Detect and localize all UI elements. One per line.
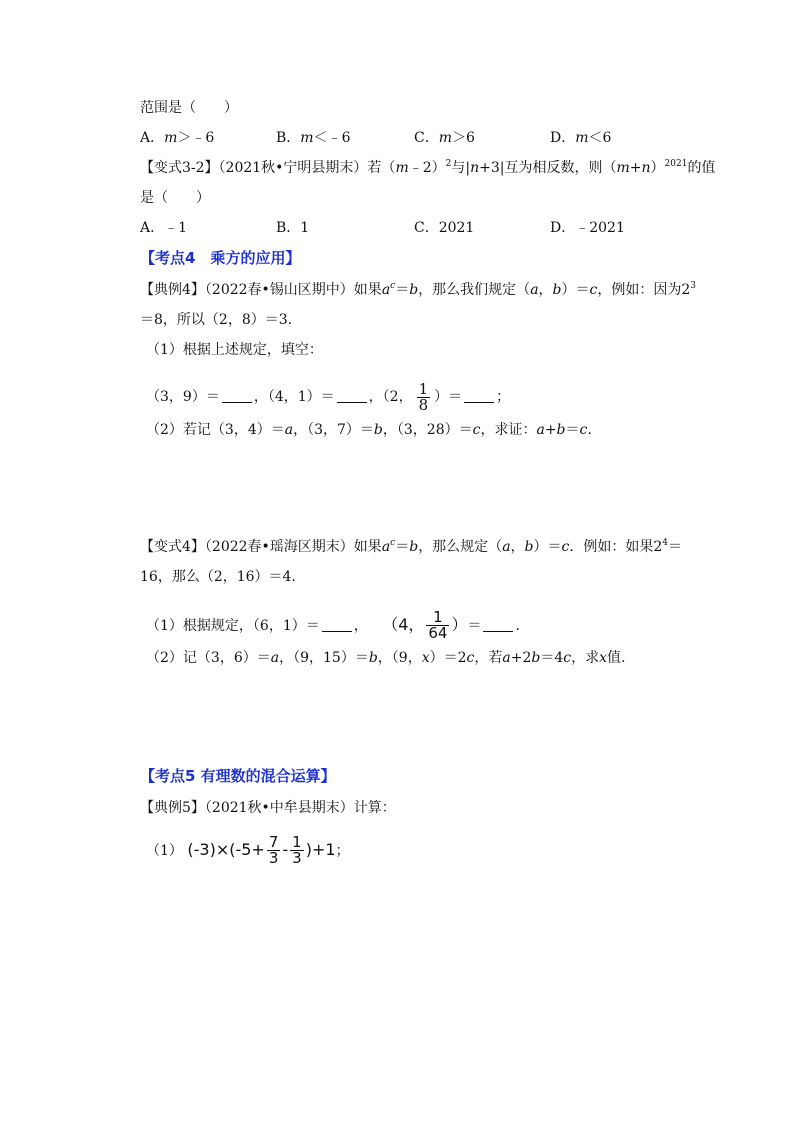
answer-blank[interactable] — [337, 388, 367, 403]
answer-blank[interactable] — [222, 388, 252, 403]
option-c: C．2021 — [414, 220, 475, 236]
example-4-fill-blanks: （3，9）＝ ，（4，1）＝ ，（2， $\frac{1}{8}$ ）＝ ； — [146, 379, 511, 414]
section-heading-5: 【考点5 有理数的混合运算】 — [140, 767, 336, 785]
math-expression: (-3)×(-5+ $\frac{7}{3}$ - $\frac{1}{3}$ )+1 — [187, 833, 336, 867]
fraction: $\frac{1}{64}$ — [428, 608, 448, 642]
example-5-part1: （1） (-3)×(-5+ $\frac{7}{3}$ - $\frac{1}{3}$ )+1； — [146, 833, 350, 867]
option-d: D．m＜6 — [550, 130, 612, 146]
variant-4-statement: 【变式4】（2022春•瑶海区期末）如果$a^c=b$，那么规定（a，b）＝c．例如：如果$2^4=$ — [140, 538, 683, 555]
example-4-part1: （1）根据上述规定，填空： — [146, 342, 323, 358]
option-c: C．m＞6 — [414, 130, 475, 146]
example-5-statement: 【典例5】（2021秋•中牟县期末）计算： — [140, 800, 396, 816]
option-b: B．m＜﹣6 — [276, 130, 351, 146]
question-line: 是（ ） — [140, 190, 210, 206]
option-a: A．﹣1 — [140, 220, 188, 236]
variant-4-part1: （1）根据规定，（6，1）＝ ， （4， $\frac{1}{64}$ ）＝ . — [146, 608, 520, 642]
variant-4-part2: （2）记（3，6）＝a，（9，15）＝b，（9，x）＝2c，若a+2b＝4c，求x值. — [146, 650, 626, 666]
answer-blank[interactable] — [464, 388, 494, 403]
fraction: $\frac{1}{8}$ — [418, 379, 429, 414]
option-b: B．1 — [276, 220, 310, 236]
section-heading-4: 【考点4 乘方的应用】 — [140, 249, 301, 267]
example-4-statement: 【典例4】（2022春•锡山区期中）如果$a^c=b$，那么我们规定（a，b）＝c，例如：因为$2^3$ — [140, 281, 697, 298]
fraction: $\frac{7}{3}$ — [268, 833, 279, 867]
question-line: 范围是（ ） — [140, 100, 238, 116]
example-4-part2: （2）若记（3，4）＝a，（3，7）＝b，（3，28）＝c，求证：a+b＝c. — [146, 422, 592, 438]
pair-expression: （4， $\frac{1}{64}$ ） — [382, 608, 468, 642]
question-variant-3-2: 【变式3-2】（2021秋•宁明县期末）若（m﹣2）$^2$与|n+3|互为相反数，则$(m+n)^{2021}$的值 — [140, 159, 716, 176]
answer-blank[interactable] — [483, 617, 513, 632]
variant-4-line2: 16，那么（2，16）＝4． — [140, 569, 306, 585]
example-4-line2: ＝8，所以（2，8）＝3. — [140, 312, 293, 328]
option-d: D．﹣2021 — [550, 220, 625, 236]
answer-blank[interactable] — [322, 617, 352, 632]
fraction: $\frac{1}{3}$ — [292, 833, 302, 867]
option-a: A．m＞﹣6 — [140, 130, 215, 146]
